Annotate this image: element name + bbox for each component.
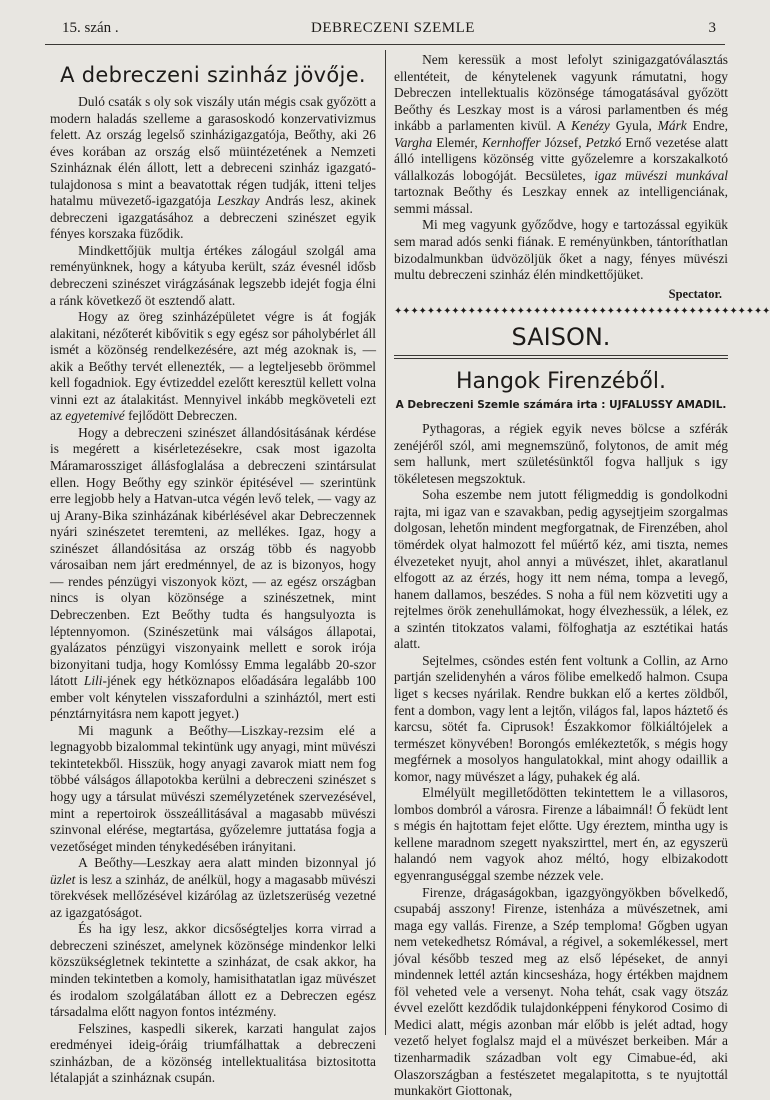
- paragraph: [50, 309, 376, 425]
- text-run: József,: [540, 134, 586, 150]
- text-run: Ernő vezetése alatt álló intelligens közönség vitte győzelemre a korszakalkotó vállalkozás lobogóját. Becsületes,: [394, 134, 729, 183]
- text-run: Endre,: [686, 118, 728, 134]
- paragraph: [50, 723, 376, 855]
- emphasis-text: Kenézy: [571, 118, 610, 134]
- paragraph: [394, 785, 728, 884]
- text-run: Gyula,: [609, 118, 658, 134]
- emphasis-text: Petzkó: [585, 134, 622, 150]
- byline: A Debreczeni Szemle számára irta : UJFALUSSY AMADIL.: [395, 399, 727, 412]
- text-run: Elmélyült megilletődötten tekintettem le a villasoros, lombos dombról a városra. Firenze a lábaimnál! Ő feküdt lent s mégis én hajtottam fejet előtte. Ugy éreztem, mintha ugy is kellene maradnom szegett nyakszirttel, mert én, az egyszerü halandó nem vagyok ahoz méltó, hogy elbizakodott egyenranguséggal szembe nézzek vele.: [394, 785, 728, 883]
- signature: Spectator.: [668, 286, 722, 301]
- text-run: Felszines, kaspedli sikerek, karzati hangulat zajos eredményei ideig-óráig triumfálhattak a debreczeni szinházban, de a közönség intellektualitása biztositotta létalapját a szinháznak csupán.: [50, 1020, 376, 1086]
- text-run: A Beőthy—Leszkay aera alatt minden bizonnyal jó: [78, 855, 376, 871]
- text-run: Elemér,: [432, 134, 482, 150]
- emphasis-text: Vargha: [394, 134, 433, 150]
- emphasis-text: egyetemivé: [65, 408, 125, 424]
- column-divider: [385, 50, 386, 1035]
- section-rule: [394, 355, 728, 359]
- text-run: -jének egy hétköznapos előadására legalább 100 ember volt kénytelen visszafordulni a szinháztól, mert esti pénztárnyitásra nem kapott jegyet.): [50, 673, 376, 722]
- text-run: András lesz, akinek debreczeni igazgatásához a debreczeni szinészet egyik fényes korszaka füződik.: [50, 193, 376, 242]
- journal-title: DEBRECZENI SZEMLE: [311, 20, 475, 36]
- ornament-separator: ✦✦✦✦✦✦✦✦✦✦✦✦✦✦✦✦✦✦✦✦✦✦✦✦✦✦✦✦✦✦✦✦✦✦✦✦✦✦✦✦✦✦✦✦✦✦: [394, 306, 770, 318]
- paragraph: [394, 52, 728, 217]
- text-run: Mi meg vagyunk győződve, hogy e tartozással egyikük sem marad adós senki fiának. E reményünkben, tántoríthatlan bizodalmunkban üdvözöljük őket a nagy, fényes müvészi multu debreczeni szinház élén mindkettőjüket.: [394, 217, 728, 283]
- text-run: is lesz a szinház, de anélkül, hogy a magasabb müvészi törekvések mellőzésével kizárólag az üzletszerüség vezetné az igazgatóságot.: [50, 871, 376, 920]
- left-column: [50, 60, 376, 1087]
- text-run: fejlődött Debreczen.: [124, 408, 238, 424]
- article-body: [50, 94, 376, 1087]
- emphasis-text: Lili: [83, 673, 103, 689]
- paragraph: [394, 217, 728, 283]
- paragraph: [50, 855, 376, 921]
- emphasis-text: üzlet: [50, 871, 76, 887]
- page-number: 3: [708, 20, 716, 36]
- text-run: Mindkettőjük multja értékes zálogául szolgál ama reményünknek, hogy a kátyuba került, száz évesnél idősb debreczeni szinészet virágzásának legszebb idejét fogja élni a ránk következő öt esztendő alatt.: [50, 242, 376, 308]
- article-subtitle: Hangok Firenzéből.: [456, 369, 666, 395]
- header-rule: [45, 44, 725, 45]
- emphasis-text: Leszkay: [217, 193, 260, 209]
- emphasis-text: igaz müvészi munkával: [594, 167, 728, 183]
- paragraph: [50, 425, 376, 723]
- emphasis-text: Márk: [657, 118, 687, 134]
- paragraph: [50, 243, 376, 309]
- text-run: tartoznak Beőthy és Leszkay ennek az intelligenciának, semmi mással.: [394, 184, 728, 216]
- text-run: Pythagoras, a régiek egyik neves bölcse a szférák zenéjéről szól, ami megnemszünő, folytonos, de amit még sem hallunk, mert születésünktől fogva halljuk s igy tökéletesen megszoktuk.: [394, 421, 728, 486]
- article-continuation: [394, 52, 728, 284]
- right-column: [394, 52, 770, 1100]
- text-run: Duló csaták s oly sok viszály után mégis csak győzött a modern haladás szelleme a garasoskodó konzervativizmus felett. Az ország legelső szinházigazgatója, Beőthy, aki 26 éves korában az ország első müintézetének a Nemzeti Szinháznak élén állott, lett a debreceni szinház igazgató-tulajdonosa s mint a beavatottak régen tudják, itteni teljes hatalmu müvezető-igazgatója: [50, 94, 376, 209]
- paragraph: [394, 487, 728, 652]
- section-heading: SAISON.: [511, 323, 611, 352]
- paragraph: [50, 921, 376, 1020]
- issue-number: 15. szán .: [62, 20, 119, 36]
- text-run: Soha eszembe nem jutott féligmeddig is gondolkodni rajta, mi igaz van e szavakban, pedig agysejtjeim szorgalmas dolgosan, lehetőn mindent megforgatnak, de Firenzében, ahol tömérdek olyat halmozott fel műértő kéz, ami tiszta, nemes élvezeteket nyujt, ahol annyi a müvészet, ihlet, akaratlanul elfogott az az érzés, hogy itt nem néma, tompa a levegő, hanem dallamos, beszédes. S noha a fül nem közvetiti ugy a rejtelmes örök zenehullámokat, hogy élvezhessük, a lélek, ez a szintén titokzatos valami, fölfoghatja az esztétikai hatás alatt.: [394, 487, 728, 652]
- text-run: Firenze, drágaságokban, igazgyöngyökben bővelkedő, csupabáj asszony! Firenze, istenháza a müvészetnek, ami maga egy vallás. Firenze, a Szép temploma! Gőgben ugyan nem vetekedhetsz Rómával, a régivel, a sokemlékessel, mert jóval később teszed meg az első lépéseket, de annyi mindennek lettél aztán kincsesháza, hogy értékben majdnem föl veheted vele a versenyt. Noha tehát, csak vagy ötszáz évvel ezelőtt kezdődik tulajdonképpeni fénykorod Cosimo di Medici alatt, mégis azonban már előbb is jelét adtad, hogy vezető helyet foglalsz majd el a müvészet berkeiben. Már a tizenharmadik században volt egy Cimabue-éd, aki Olaszországban a festészetet megalapitotta, s te nyujtottál munkakört Giottonak,: [394, 884, 728, 1099]
- text-run: Hogy az öreg szinházépületet végre is át fogják alakitani, nézőterét kibővitik s egy egész sor páholybérlet áll ismét a közönség rendelkezésére, azt még azoknak is, — akik a Beőthy tervét ellenezték, — a legteljesebb örömmel kell fogadniok. Egy évtizeddel ezelőtt keresztül kellett volna vinni ezt az átalakitást. Mennyivel inkább megköveteli ezt az: [50, 309, 376, 424]
- text-run: És ha igy lesz, akkor dicsőségteljes korra virrad a debreczeni szinészet, amelynek közönsége mindenkor lelki közszükségletnek tekintette a szinházat, de csak akkor, ha minden tekintetben a komoly, hamisithatatlan igaz müvészet és irodalom szolgálatában állott ez a Debreczen egész társadalma előtt nagyon fontos intézmény.: [50, 921, 376, 1020]
- section-body: [394, 421, 728, 1099]
- emphasis-text: Kernhoffer: [481, 134, 541, 150]
- page-header: [58, 18, 728, 42]
- text-run: Hogy a debreczeni szinészet állandósitásának kérdése is megérett a kisérletezésekre, csak most igazolta Máramarossziget állásfoglalása a debreczeni szintársulat ellen. Hogy Beőthy egy szinkör épitésével — szerintünk erre legjobb hely a Hatvan-utca végén levő telek, — vagy az uj Arany-Bika szinházának kibérlésével akar Debreczennek nyári szinészetet teremteni, az mellékes. Igaz, hogy a szinészet állandósitása az ország több és nagyobb városaiban nem járt eredménnyel, de az is bizonyos, hogy — rendes pénzügyi viszonyok közt, — az egész országban nincs is olyan közönsége a szinészetnek, mint Debreczenben. Ezt Beőthy tudta és hangsulyozta is léptennyomon. (Szinészetünk mai válságos állapotai, gyalázatos pénzügyi viszonyaink mellett e sorok irója bizonyitani tudja, hogy Komlóssy Emma legalább 20-szor látott: [50, 424, 376, 689]
- paragraph: [394, 653, 728, 785]
- text-run: Mi magunk a Beőthy—Liszkay-rezsim elé a legnagyobb bizalommal tekintünk ugy anyagi, mint müvészi tekintetekből. Hisszük, hogy anyagi zavarok miatt nem fog többé válságos állapotokba kerülni a debreczeni szinészet s hogy ugy a társulat müvészi személyzetének szervezésével, mint a repertoirok összeállitásával a magasabb müvészi szinvonal elérése, megtartása, győzelemre juttatása fogja a vezetőséget minden ténykedésében irányitani.: [50, 722, 376, 854]
- article-title: A debreczeni szinház jövője.: [60, 63, 366, 87]
- paragraph: [394, 885, 728, 1100]
- paragraph: [50, 94, 376, 243]
- text-run: Nem keressük a most lefolyt szinigazgatóválasztás ellentéteit, de kénytelenek vagyunk rámutatni, hogy Debreczen intellektualis közönsége támogatásával győzött Beőthy és Leszkay most is a városi parlamentben és még inkább a parlamenten kivül. A: [394, 52, 728, 134]
- paragraph: [50, 1021, 376, 1087]
- text-run: Sejtelmes, csöndes estén fent voltunk a Collin, az Arno partján szelidenyhén a város fölibe emelkedő halmon. Csupa liget s kecses nyárilak. Rendre bukkan elő a kertes zöldből, fent a dombon, vagy lent a lejtőn, világos fal, lapos háztető és karcsu, sötét fa. Ciprusok! Északkomor fölkiáltójelek a természet könyvében! Borongós emlékeztetők, s mégis hogy megférnek a mosolyos hangulatokkal, mint ahogy odaillik a komor, nagy müvészet a lágy, puhakek ég alá.: [394, 652, 728, 784]
- paragraph: [394, 421, 728, 487]
